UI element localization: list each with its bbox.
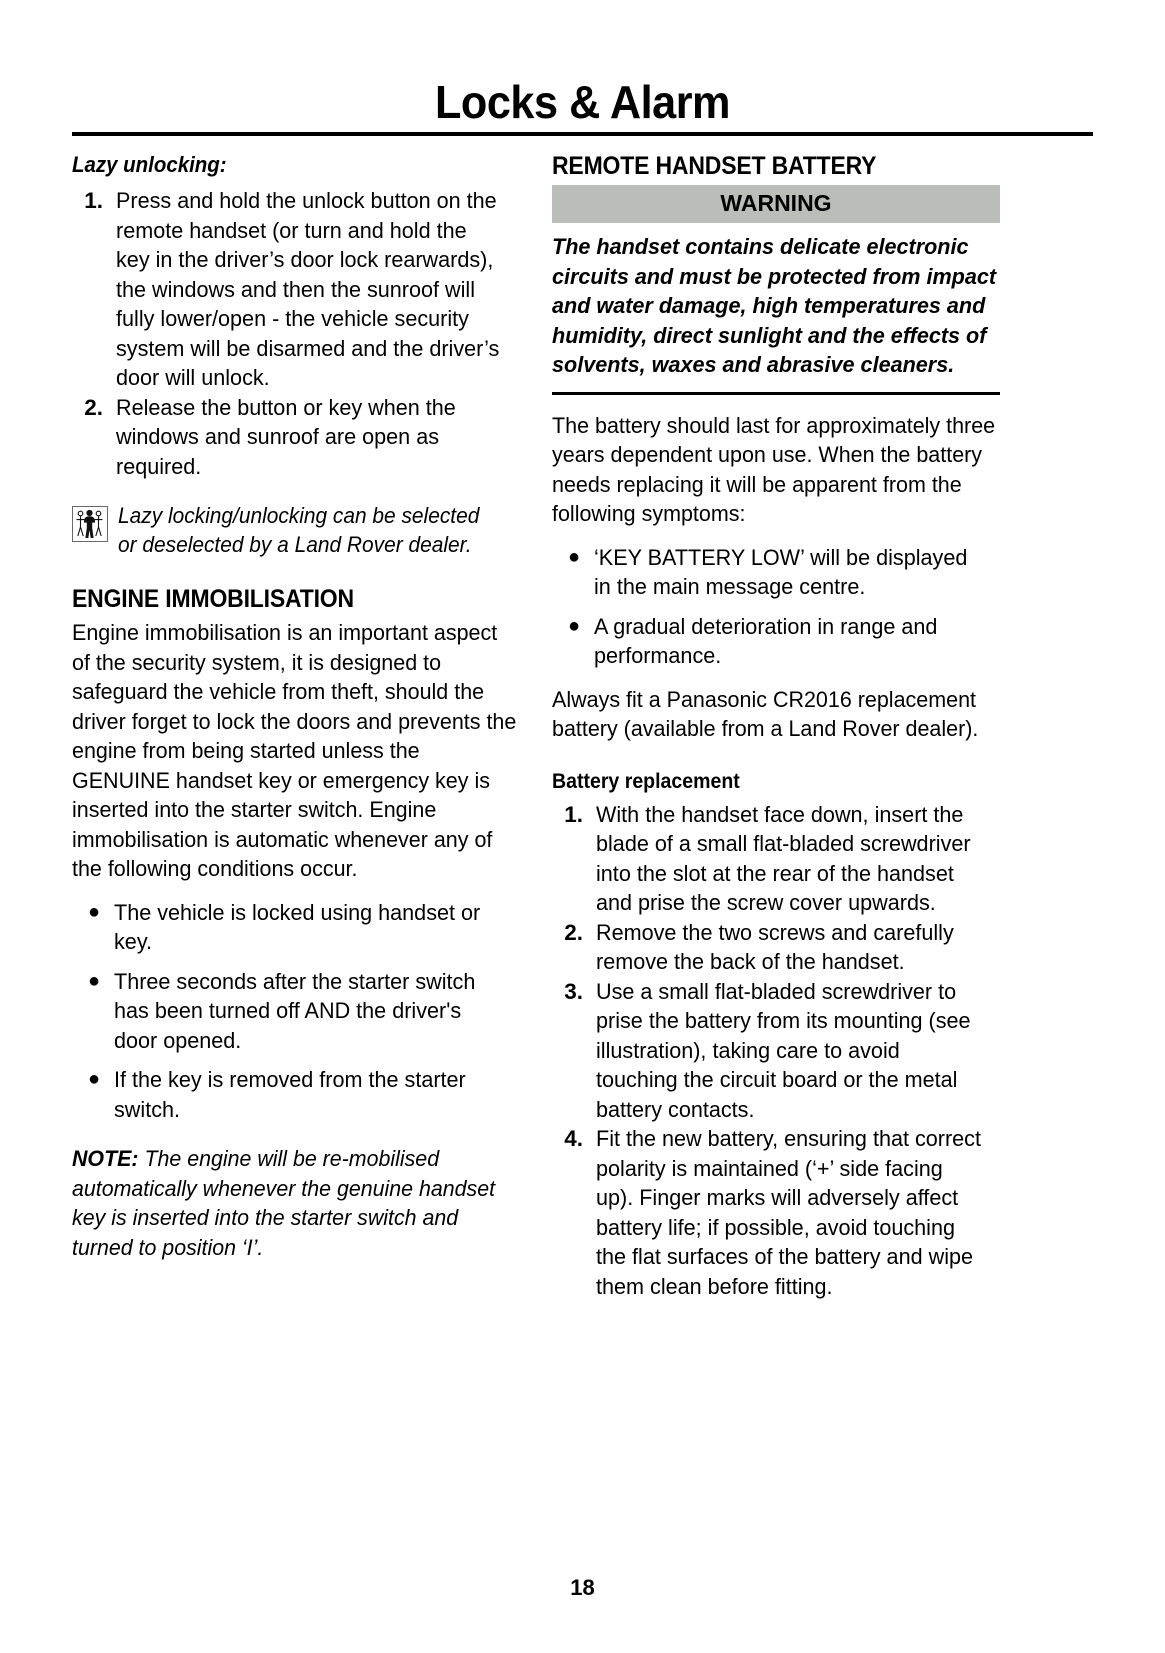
step-number: 2. (564, 919, 583, 945)
step-number: 1. (84, 188, 103, 214)
step-number: 4. (564, 1126, 583, 1152)
bullet-icon: ● (568, 545, 581, 568)
battery-replacement-steps (552, 800, 1000, 1302)
note-label: NOTE: (72, 1146, 139, 1172)
step-text: With the handset face down, insert the blade of a small flat-bladed screwdriver into the slot at the rear of the handset and prise the screw cover upwards. (596, 801, 971, 916)
list-item (72, 393, 520, 482)
step-number: 2. (84, 394, 103, 420)
step-text: Release the button or key when the windows and sunroof are open as required. (116, 394, 456, 479)
bullet-text: Three seconds after the starter switch has been turned off AND the driver's door opened. (114, 968, 476, 1053)
engine-immobilisation-paragraph: Engine immobilisation is an important aspect of the security system, it is designed to safeguard the vehicle from theft, should the driver forget to lock the doors and prevents the engine from being started unless the GENUINE handset key or emergency key is inserted into the starter switch. Engine immobilisation is automatic whenever any of the following conditions occur. (72, 620, 517, 882)
remote-handset-battery-heading: REMOTE HANDSET BATTERY (552, 152, 877, 181)
lazy-unlocking-steps (72, 186, 520, 481)
engine-immobilisation-heading: ENGINE IMMOBILISATION (72, 585, 354, 614)
warning-text: The handset contains delicate electronic circuits and must be protected from impact and water damage, high temperatures and humidity, direct sunlight and the effects of solvents, waxes and abrasive cleaners. (552, 234, 997, 378)
list-item (552, 800, 1000, 918)
list-item (552, 543, 1000, 602)
step-text: Fit the new battery, ensuring that correct polarity is maintained (‘+’ side facing up). Finger marks will adversely affect battery life; if possible, avoid touching the flat surfaces of the battery and wipe them clean before fitting. (596, 1126, 981, 1299)
battery-life-paragraph: The battery should last for approximately three years dependent upon use. When the battery needs replacing it will be apparent from the following symptoms: (552, 412, 996, 527)
immobilisation-conditions-list (72, 898, 520, 1125)
list-item (552, 612, 1000, 671)
bullet-icon: ● (88, 969, 101, 992)
warning-divider (552, 392, 1000, 395)
step-text: Use a small flat-bladed screwdriver to prise the battery from its mounting (see illustration), taking care to avoid touching the circuit board or the metal battery contacts. (596, 978, 971, 1122)
bullet-text: ‘KEY BATTERY LOW’ will be displayed in the main message centre. (594, 544, 968, 600)
replacement-battery-paragraph: Always fit a Panasonic CR2016 replacement battery (available from a Land Rover dealer). (552, 686, 979, 742)
list-item (552, 1124, 1000, 1301)
step-number: 1. (564, 801, 583, 827)
step-text: Remove the two screws and carefully remove the back of the handset. (596, 919, 954, 975)
bullet-text: A gradual deterioration in range and performance. (594, 613, 938, 669)
bullet-text: If the key is removed from the starter switch. (114, 1067, 466, 1122)
list-item (552, 977, 1000, 1125)
list-item (72, 1065, 520, 1124)
list-item (72, 967, 520, 1056)
note-text: The engine will be re-mobilised automatically whenever the genuine handset key is inserted into the starter switch and turned to position ‘I’. (72, 1146, 496, 1260)
lazy-unlocking-heading: Lazy unlocking: (72, 152, 227, 178)
bullet-icon: ● (88, 1068, 101, 1091)
left-column (72, 152, 520, 1262)
warning-banner: WARNING (552, 185, 1000, 223)
right-column (552, 152, 1000, 1313)
dealer-note-text: Lazy locking/unlocking can be selected or deselected by a Land Rover dealer. (118, 503, 480, 558)
bullet-icon: ● (88, 900, 101, 923)
title-divider (72, 132, 1093, 136)
step-text: Press and hold the unlock button on the remote handset (or turn and hold the key in the driver’s door lock rearwards), the windows and then the sunroof will fully lower/open - the vehicle security system will be disarmed and the driver’s door will unlock. (116, 188, 500, 391)
list-item (72, 898, 520, 957)
two-column-body (72, 152, 1093, 1313)
page-title: Locks & Alarm (434, 76, 731, 128)
step-number: 3. (564, 978, 583, 1004)
dealer-note (72, 501, 520, 559)
battery-symptoms-list (552, 543, 1000, 671)
land-rover-dealer-icon (72, 506, 108, 542)
battery-replacement-heading: Battery replacement (552, 769, 740, 793)
list-item (72, 186, 520, 393)
immobilisation-note (72, 1144, 519, 1262)
page-number: 18 (570, 1575, 595, 1600)
list-item (552, 918, 1000, 977)
bullet-icon: ● (568, 614, 581, 637)
bullet-text: The vehicle is locked using handset or key. (114, 899, 481, 955)
